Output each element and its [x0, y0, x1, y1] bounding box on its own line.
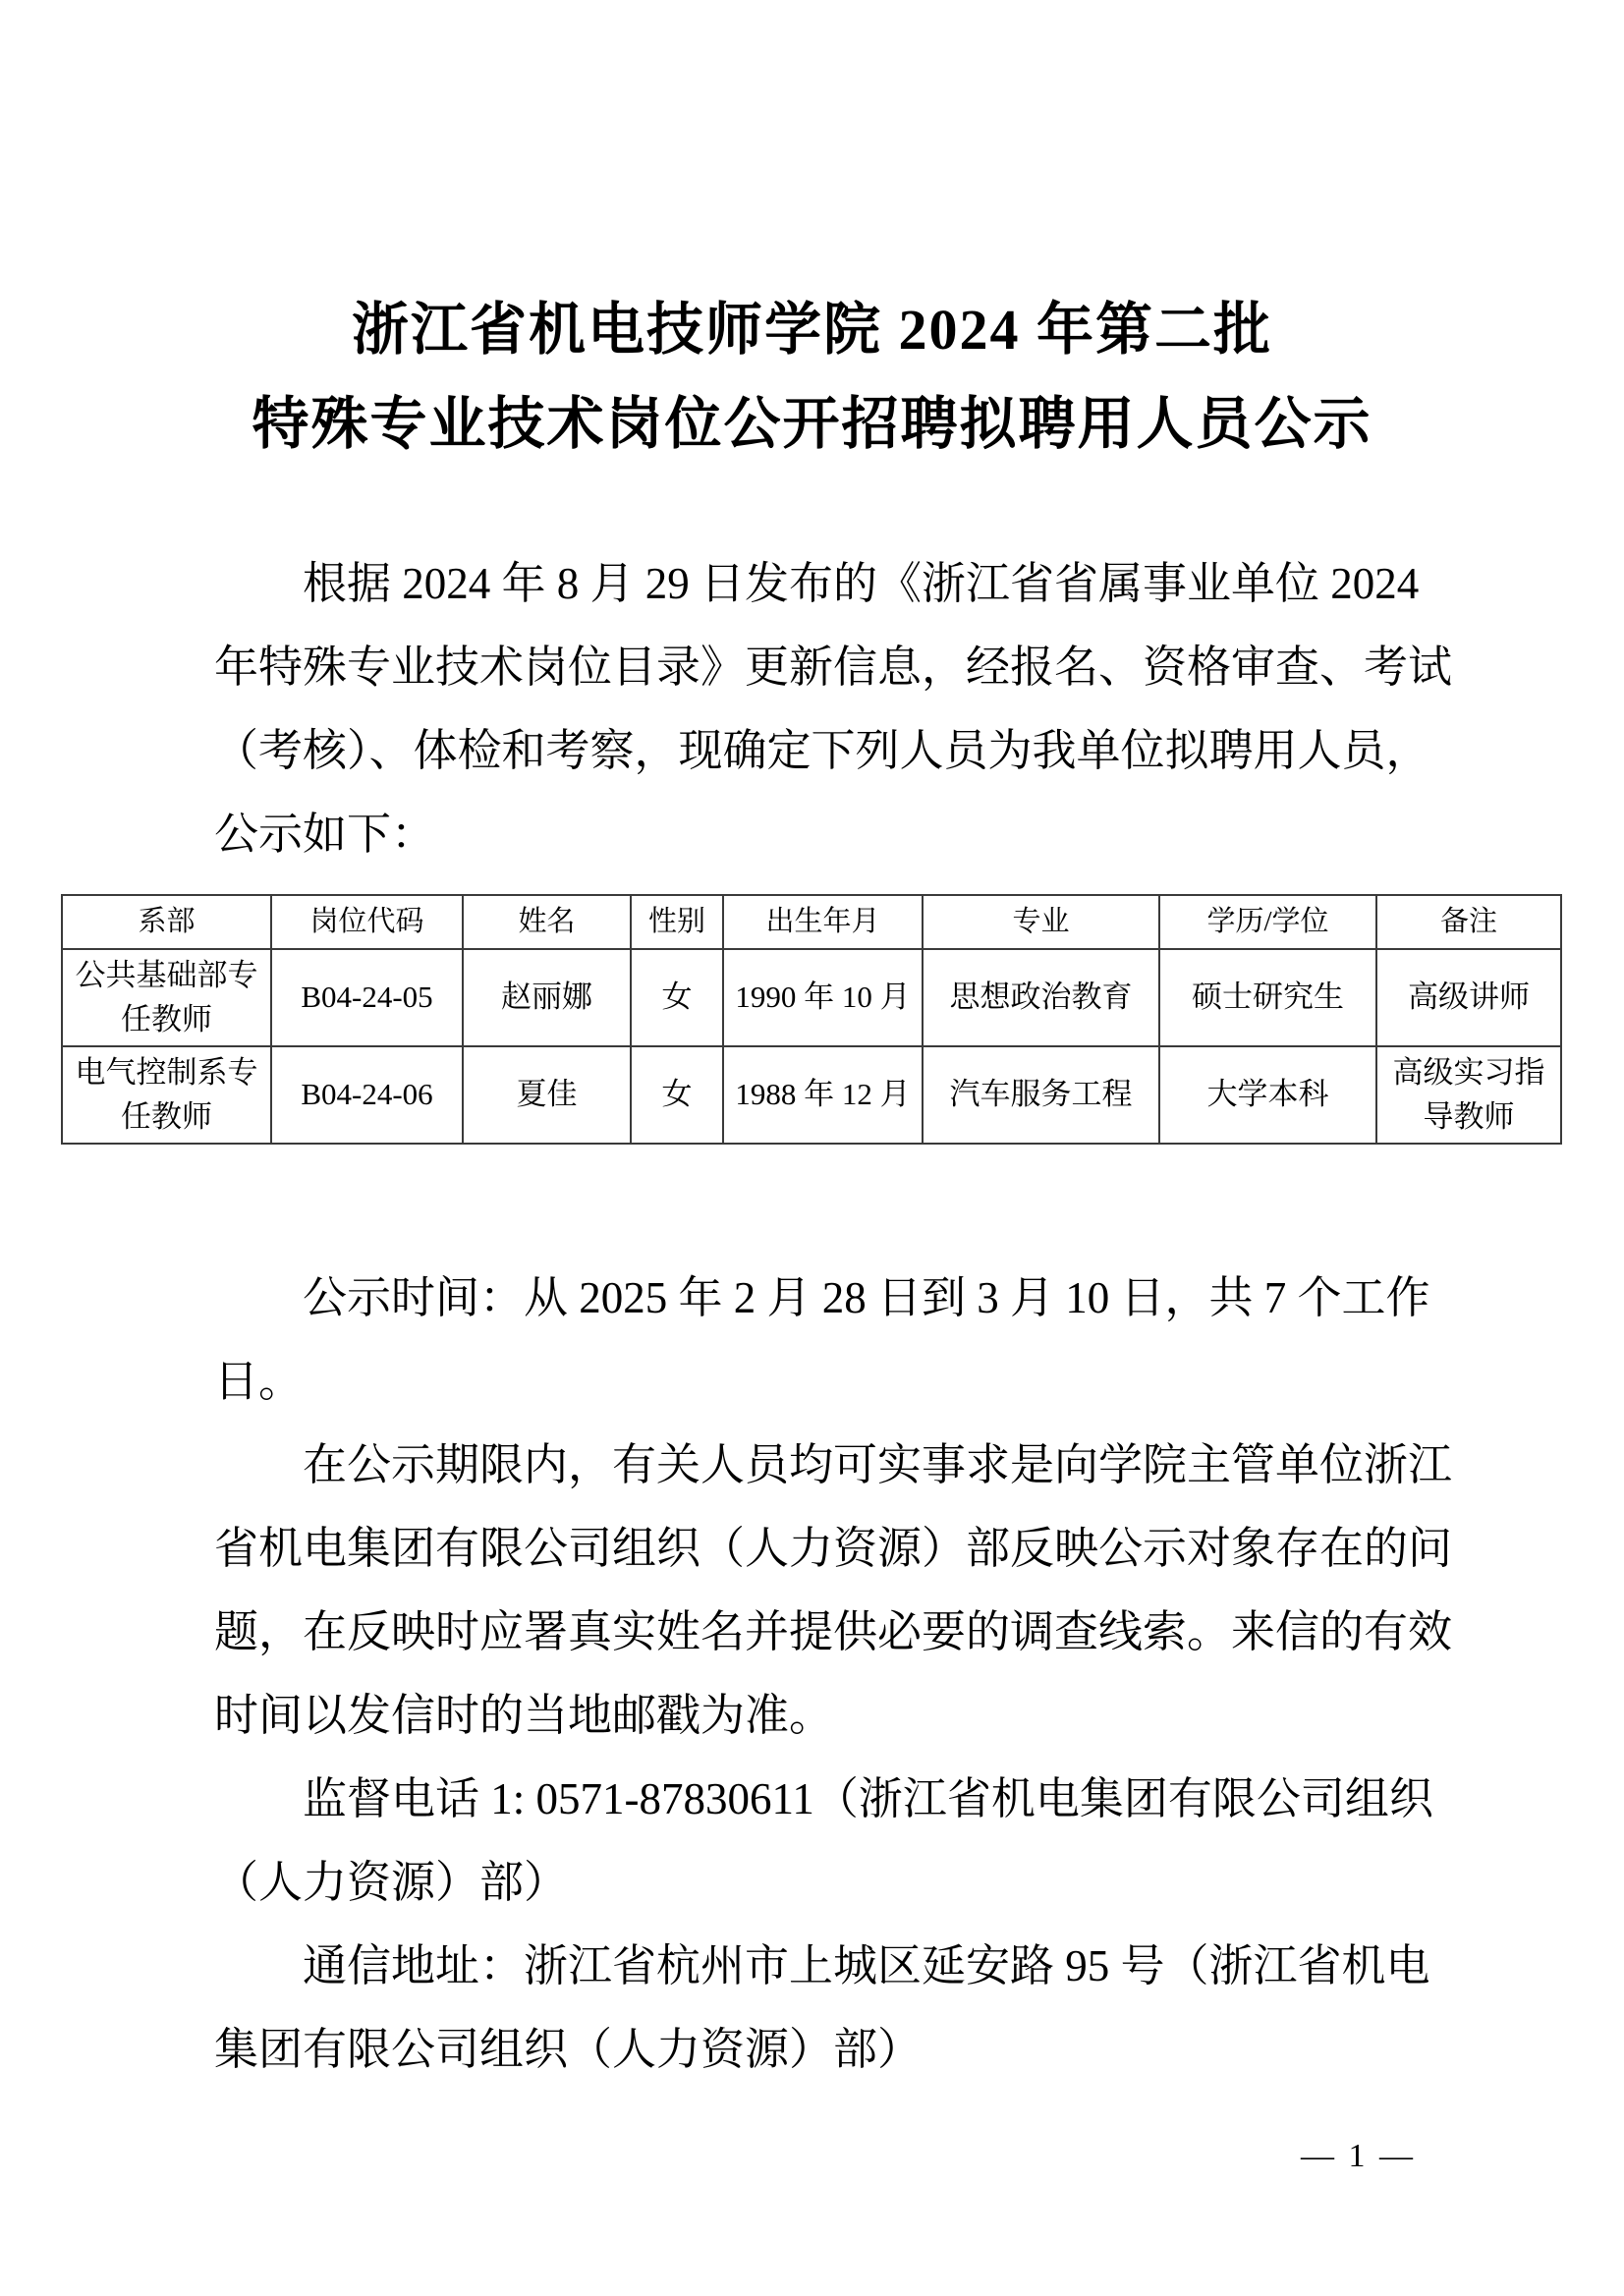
- cell-name: 赵丽娜: [463, 949, 631, 1046]
- notice-paragraphs: [214, 1257, 1453, 2092]
- cell-job-code: B04-24-06: [271, 1046, 463, 1144]
- recruitment-table: [61, 894, 1562, 1145]
- cell-birth-date: 1990 年 10 月: [723, 949, 923, 1046]
- text-line: 年特殊专业技术岗位目录》更新信息，经报名、资格审查、考试: [214, 643, 1453, 692]
- header-remarks: 备注: [1376, 895, 1561, 949]
- text-line: （考核）、体检和考察，现确定下列人员为我单位拟聘用人员，: [214, 726, 1430, 775]
- header-job-code: 岗位代码: [271, 895, 463, 949]
- text-line: 公示如下：: [214, 810, 436, 859]
- text-line: 根据 2024 年 8 月 29 日发布的《浙江省省属事业单位 2024: [303, 559, 1420, 608]
- cell-gender: 女: [631, 1046, 723, 1144]
- header-name: 姓名: [463, 895, 631, 949]
- header-birth-date: 出生年月: [723, 895, 923, 949]
- cell-department: 电气控制系专任教师: [62, 1046, 271, 1144]
- cell-birth-date: 1988 年 12 月: [723, 1046, 923, 1144]
- text-line: 集团有限公司组织（人力资源）部）: [214, 2025, 923, 2074]
- page-number: — 1 —: [1301, 2138, 1416, 2174]
- cell-job-code: B04-24-05: [271, 949, 463, 1046]
- title-line-1: 浙江省机电技师学院 2024 年第二批: [351, 298, 1272, 362]
- text-line: 在公示期限内，有关人员均可实事求是向学院主管单位浙江: [303, 1440, 1453, 1489]
- cell-major: 汽车服务工程: [923, 1046, 1159, 1144]
- text-line: 日。: [214, 1357, 304, 1406]
- cell-education: 大学本科: [1159, 1046, 1376, 1144]
- text-line: 时间以发信时的当地邮戳为准。: [214, 1691, 834, 1740]
- cell-major: 思想政治教育: [923, 949, 1159, 1046]
- header-gender: 性别: [631, 895, 723, 949]
- cell-education: 硕士研究生: [1159, 949, 1376, 1046]
- table-row: [62, 949, 1561, 1046]
- text-line: （人力资源）部）: [214, 1858, 569, 1907]
- cell-name: 夏佳: [463, 1046, 631, 1144]
- text-line: 通信地址：浙江省杭州市上城区延安路 95 号（浙江省机电: [303, 1941, 1430, 1990]
- header-department: 系部: [62, 895, 271, 949]
- header-major: 专业: [923, 895, 1159, 949]
- cell-remarks: 高级实习指导教师: [1376, 1046, 1561, 1144]
- cell-remarks: 高级讲师: [1376, 949, 1561, 1046]
- title-line-2: 特殊专业技术岗位公开招聘拟聘用人员公示: [252, 392, 1372, 456]
- cell-department: 公共基础部专任教师: [62, 949, 271, 1046]
- text-line: 监督电话 1: 0571-87830611（浙江省机电集团有限公司组织: [303, 1774, 1433, 1823]
- intro-paragraph: [214, 542, 1453, 876]
- text-line: 省机电集团有限公司组织（人力资源）部反映公示对象存在的问: [214, 1524, 1453, 1573]
- table-row: [62, 1046, 1561, 1144]
- text-line: 题，在反映时应署真实姓名并提供必要的调查线索。来信的有效: [214, 1607, 1453, 1656]
- document-title: [0, 0, 1624, 472]
- cell-gender: 女: [631, 949, 723, 1046]
- text-line: 公示时间：从 2025 年 2 月 28 日到 3 月 10 日，共 7 个工作: [303, 1273, 1430, 1322]
- table-header-row: [62, 895, 1561, 949]
- header-education: 学历/学位: [1159, 895, 1376, 949]
